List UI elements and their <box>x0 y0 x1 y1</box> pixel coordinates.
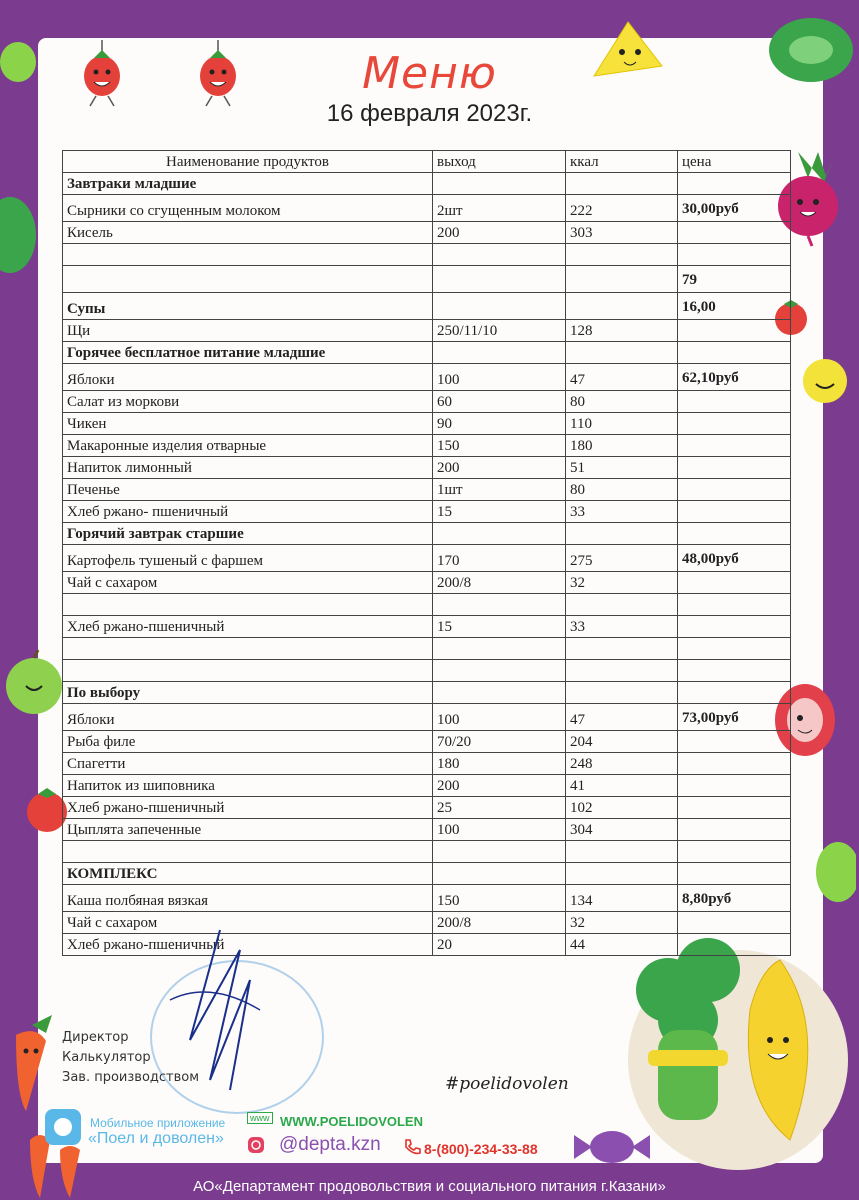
table-row <box>63 885 791 912</box>
item-name-cell: Супы <box>63 293 433 320</box>
lettuce-icon <box>808 840 856 904</box>
output-cell: 200 <box>433 222 566 244</box>
item-name-cell: Щи <box>63 320 433 342</box>
instagram-icon <box>247 1136 265 1154</box>
price-cell: 62,10руб <box>678 364 791 391</box>
organization-footer: АО«Департамент продовольствия и социального питания г.Казани» <box>193 1178 666 1195</box>
item-name-cell <box>63 594 433 616</box>
price-cell <box>678 934 791 956</box>
item-name-cell: Хлеб ржано-пшеничный <box>63 934 433 956</box>
kcal-cell <box>566 682 678 704</box>
price-cell: 79 <box>678 266 791 293</box>
output-cell: 200 <box>433 775 566 797</box>
table-row <box>63 391 791 413</box>
item-name-cell <box>63 841 433 863</box>
column-header-kcal: ккал <box>566 151 678 173</box>
table-row <box>63 320 791 342</box>
price-cell <box>678 841 791 863</box>
kcal-cell: 80 <box>566 479 678 501</box>
price-cell <box>678 413 791 435</box>
item-name-cell <box>63 638 433 660</box>
kcal-cell <box>566 244 678 266</box>
kcal-cell: 128 <box>566 320 678 342</box>
kcal-cell: 303 <box>566 222 678 244</box>
price-cell <box>678 342 791 364</box>
table-row <box>63 594 791 616</box>
price-cell <box>678 682 791 704</box>
table-row <box>63 266 791 293</box>
app-caption: Мобильное приложение <box>90 1116 226 1130</box>
kcal-cell <box>566 173 678 195</box>
kcal-cell <box>566 638 678 660</box>
price-cell <box>678 523 791 545</box>
item-name-cell: Напиток из шиповника <box>63 775 433 797</box>
table-row <box>63 616 791 638</box>
kcal-cell: 222 <box>566 195 678 222</box>
output-cell <box>433 638 566 660</box>
app-icon <box>44 1108 82 1146</box>
table-row <box>63 501 791 523</box>
price-cell <box>678 616 791 638</box>
kcal-cell: 80 <box>566 391 678 413</box>
kcal-cell: 102 <box>566 797 678 819</box>
kcal-cell: 47 <box>566 364 678 391</box>
table-row <box>63 753 791 775</box>
output-cell <box>433 173 566 195</box>
kcal-cell: 33 <box>566 616 678 638</box>
output-cell <box>433 266 566 293</box>
item-name-cell: Спагетти <box>63 753 433 775</box>
section-header-row <box>63 342 791 364</box>
kcal-cell: 180 <box>566 435 678 457</box>
price-cell <box>678 222 791 244</box>
output-cell <box>433 682 566 704</box>
item-name-cell: Хлеб ржано-пшеничный <box>63 616 433 638</box>
item-name-cell: Цыплята запеченные <box>63 819 433 841</box>
kcal-cell <box>566 594 678 616</box>
item-name-cell: Хлеб ржано-пшеничный <box>63 797 433 819</box>
price-cell <box>678 173 791 195</box>
item-name-cell: Чай с сахаром <box>63 572 433 594</box>
output-cell: 170 <box>433 545 566 572</box>
output-cell <box>433 293 566 320</box>
price-cell: 30,00руб <box>678 195 791 222</box>
item-name-cell: Яблоки <box>63 364 433 391</box>
table-row <box>63 660 791 682</box>
table-row <box>63 457 791 479</box>
output-cell: 15 <box>433 616 566 638</box>
output-cell: 200/8 <box>433 912 566 934</box>
section-header-row <box>63 682 791 704</box>
table-row <box>63 731 791 753</box>
item-name-cell: Чай с сахаром <box>63 912 433 934</box>
menu-date: 16 февраля 2023г. <box>326 100 533 127</box>
output-cell <box>433 660 566 682</box>
price-cell <box>678 435 791 457</box>
output-cell: 2шт <box>433 195 566 222</box>
table-row <box>63 364 791 391</box>
column-header-name: Наименование продуктов <box>63 151 433 173</box>
output-cell <box>433 244 566 266</box>
table-row <box>63 222 791 244</box>
section-header-row <box>63 863 791 885</box>
output-cell: 25 <box>433 797 566 819</box>
item-name-cell: Печенье <box>63 479 433 501</box>
item-name-cell: Салат из моркови <box>63 391 433 413</box>
table-row <box>63 435 791 457</box>
kcal-cell: 44 <box>566 934 678 956</box>
menu-table-body <box>63 173 791 956</box>
menu-table <box>62 150 791 956</box>
kcal-cell: 51 <box>566 457 678 479</box>
kcal-cell <box>566 523 678 545</box>
kcal-cell <box>566 342 678 364</box>
kcal-cell <box>566 660 678 682</box>
price-cell <box>678 320 791 342</box>
kcal-cell: 110 <box>566 413 678 435</box>
kcal-cell <box>566 863 678 885</box>
item-name-cell: Горячий завтрак старшие <box>63 523 433 545</box>
price-cell <box>678 638 791 660</box>
price-cell <box>678 457 791 479</box>
output-cell <box>433 841 566 863</box>
output-cell: 1шт <box>433 479 566 501</box>
kcal-cell: 32 <box>566 912 678 934</box>
item-name-cell: Рыба филе <box>63 731 433 753</box>
section-header-row <box>63 293 791 320</box>
output-cell <box>433 863 566 885</box>
output-cell: 200 <box>433 457 566 479</box>
output-cell: 150 <box>433 435 566 457</box>
deputy-production-label: Зав. производством <box>62 1070 200 1085</box>
price-cell <box>678 391 791 413</box>
calculator-label: Калькулятор <box>62 1050 151 1065</box>
kcal-cell: 134 <box>566 885 678 912</box>
output-cell: 100 <box>433 364 566 391</box>
item-name-cell: Картофель тушеный с фаршем <box>63 545 433 572</box>
item-name-cell: Чикен <box>63 413 433 435</box>
item-name-cell: Завтраки младшие <box>63 173 433 195</box>
table-row <box>63 244 791 266</box>
carrot-icon <box>2 1005 62 1115</box>
section-header-row <box>63 523 791 545</box>
output-cell: 100 <box>433 819 566 841</box>
phone-icon <box>403 1138 421 1156</box>
kcal-cell: 204 <box>566 731 678 753</box>
table-row <box>63 819 791 841</box>
table-row <box>63 545 791 572</box>
price-cell <box>678 594 791 616</box>
item-name-cell: Кисель <box>63 222 433 244</box>
price-cell <box>678 819 791 841</box>
output-cell: 90 <box>433 413 566 435</box>
price-cell <box>678 479 791 501</box>
table-row <box>63 638 791 660</box>
column-header-output: выход <box>433 151 566 173</box>
item-name-cell: Горячее бесплатное питание младшие <box>63 342 433 364</box>
hashtag: #poelidovolen <box>445 1074 569 1094</box>
table-row <box>63 413 791 435</box>
price-cell <box>678 753 791 775</box>
table-row <box>63 479 791 501</box>
kcal-cell: 47 <box>566 704 678 731</box>
item-name-cell: Сырники со сгущенным молоком <box>63 195 433 222</box>
price-cell <box>678 863 791 885</box>
director-label: Директор <box>62 1030 129 1045</box>
kcal-cell: 275 <box>566 545 678 572</box>
item-name-cell <box>63 266 433 293</box>
output-cell <box>433 594 566 616</box>
item-name-cell <box>63 660 433 682</box>
price-cell <box>678 797 791 819</box>
item-name-cell: Макаронные изделия отварные <box>63 435 433 457</box>
price-cell <box>678 775 791 797</box>
output-cell <box>433 342 566 364</box>
table-row <box>63 195 791 222</box>
kcal-cell <box>566 841 678 863</box>
item-name-cell: Напиток лимонный <box>63 457 433 479</box>
price-cell <box>678 912 791 934</box>
price-cell: 8,80руб <box>678 885 791 912</box>
kcal-cell <box>566 293 678 320</box>
candy-icon <box>572 1125 652 1169</box>
output-cell: 150 <box>433 885 566 912</box>
output-cell: 100 <box>433 704 566 731</box>
app-name[interactable]: «Поел и доволен» <box>88 1130 224 1147</box>
lemon-icon <box>800 356 850 406</box>
phone-number[interactable]: 8-(800)-234-33-88 <box>424 1141 538 1157</box>
output-cell: 250/11/10 <box>433 320 566 342</box>
price-cell <box>678 501 791 523</box>
output-cell: 60 <box>433 391 566 413</box>
kcal-cell <box>566 266 678 293</box>
table-row <box>63 841 791 863</box>
section-header-row <box>63 173 791 195</box>
output-cell: 20 <box>433 934 566 956</box>
item-name-cell: Хлеб ржано- пшеничный <box>63 501 433 523</box>
price-cell: 16,00 <box>678 293 791 320</box>
table-row <box>63 704 791 731</box>
output-cell: 70/20 <box>433 731 566 753</box>
item-name-cell <box>63 244 433 266</box>
apple-icon <box>2 648 66 716</box>
output-cell <box>433 523 566 545</box>
website-link[interactable]: WWW.POELIDOVOLEN <box>280 1114 423 1129</box>
table-header-row <box>63 151 791 173</box>
item-name-cell: По выбору <box>63 682 433 704</box>
table-row <box>63 572 791 594</box>
kcal-cell: 33 <box>566 501 678 523</box>
price-cell: 48,00руб <box>678 545 791 572</box>
item-name-cell: Яблоки <box>63 704 433 731</box>
table-row <box>63 775 791 797</box>
page-title: Меню <box>362 48 497 99</box>
output-cell: 15 <box>433 501 566 523</box>
output-cell: 200/8 <box>433 572 566 594</box>
item-name-cell: Каша полбяная вязкая <box>63 885 433 912</box>
www-badge: www <box>247 1112 273 1124</box>
kcal-cell: 32 <box>566 572 678 594</box>
price-cell <box>678 572 791 594</box>
banana-icon <box>720 950 830 1150</box>
price-cell <box>678 731 791 753</box>
column-header-price: цена <box>678 151 791 173</box>
price-cell <box>678 244 791 266</box>
instagram-handle[interactable]: @depta.kzn <box>279 1134 381 1155</box>
price-cell: 73,00руб <box>678 704 791 731</box>
kcal-cell: 304 <box>566 819 678 841</box>
item-name-cell: КОМПЛЕКС <box>63 863 433 885</box>
table-row <box>63 797 791 819</box>
lettuce-icon <box>0 195 36 275</box>
price-cell <box>678 660 791 682</box>
kcal-cell: 41 <box>566 775 678 797</box>
output-cell: 180 <box>433 753 566 775</box>
kcal-cell: 248 <box>566 753 678 775</box>
